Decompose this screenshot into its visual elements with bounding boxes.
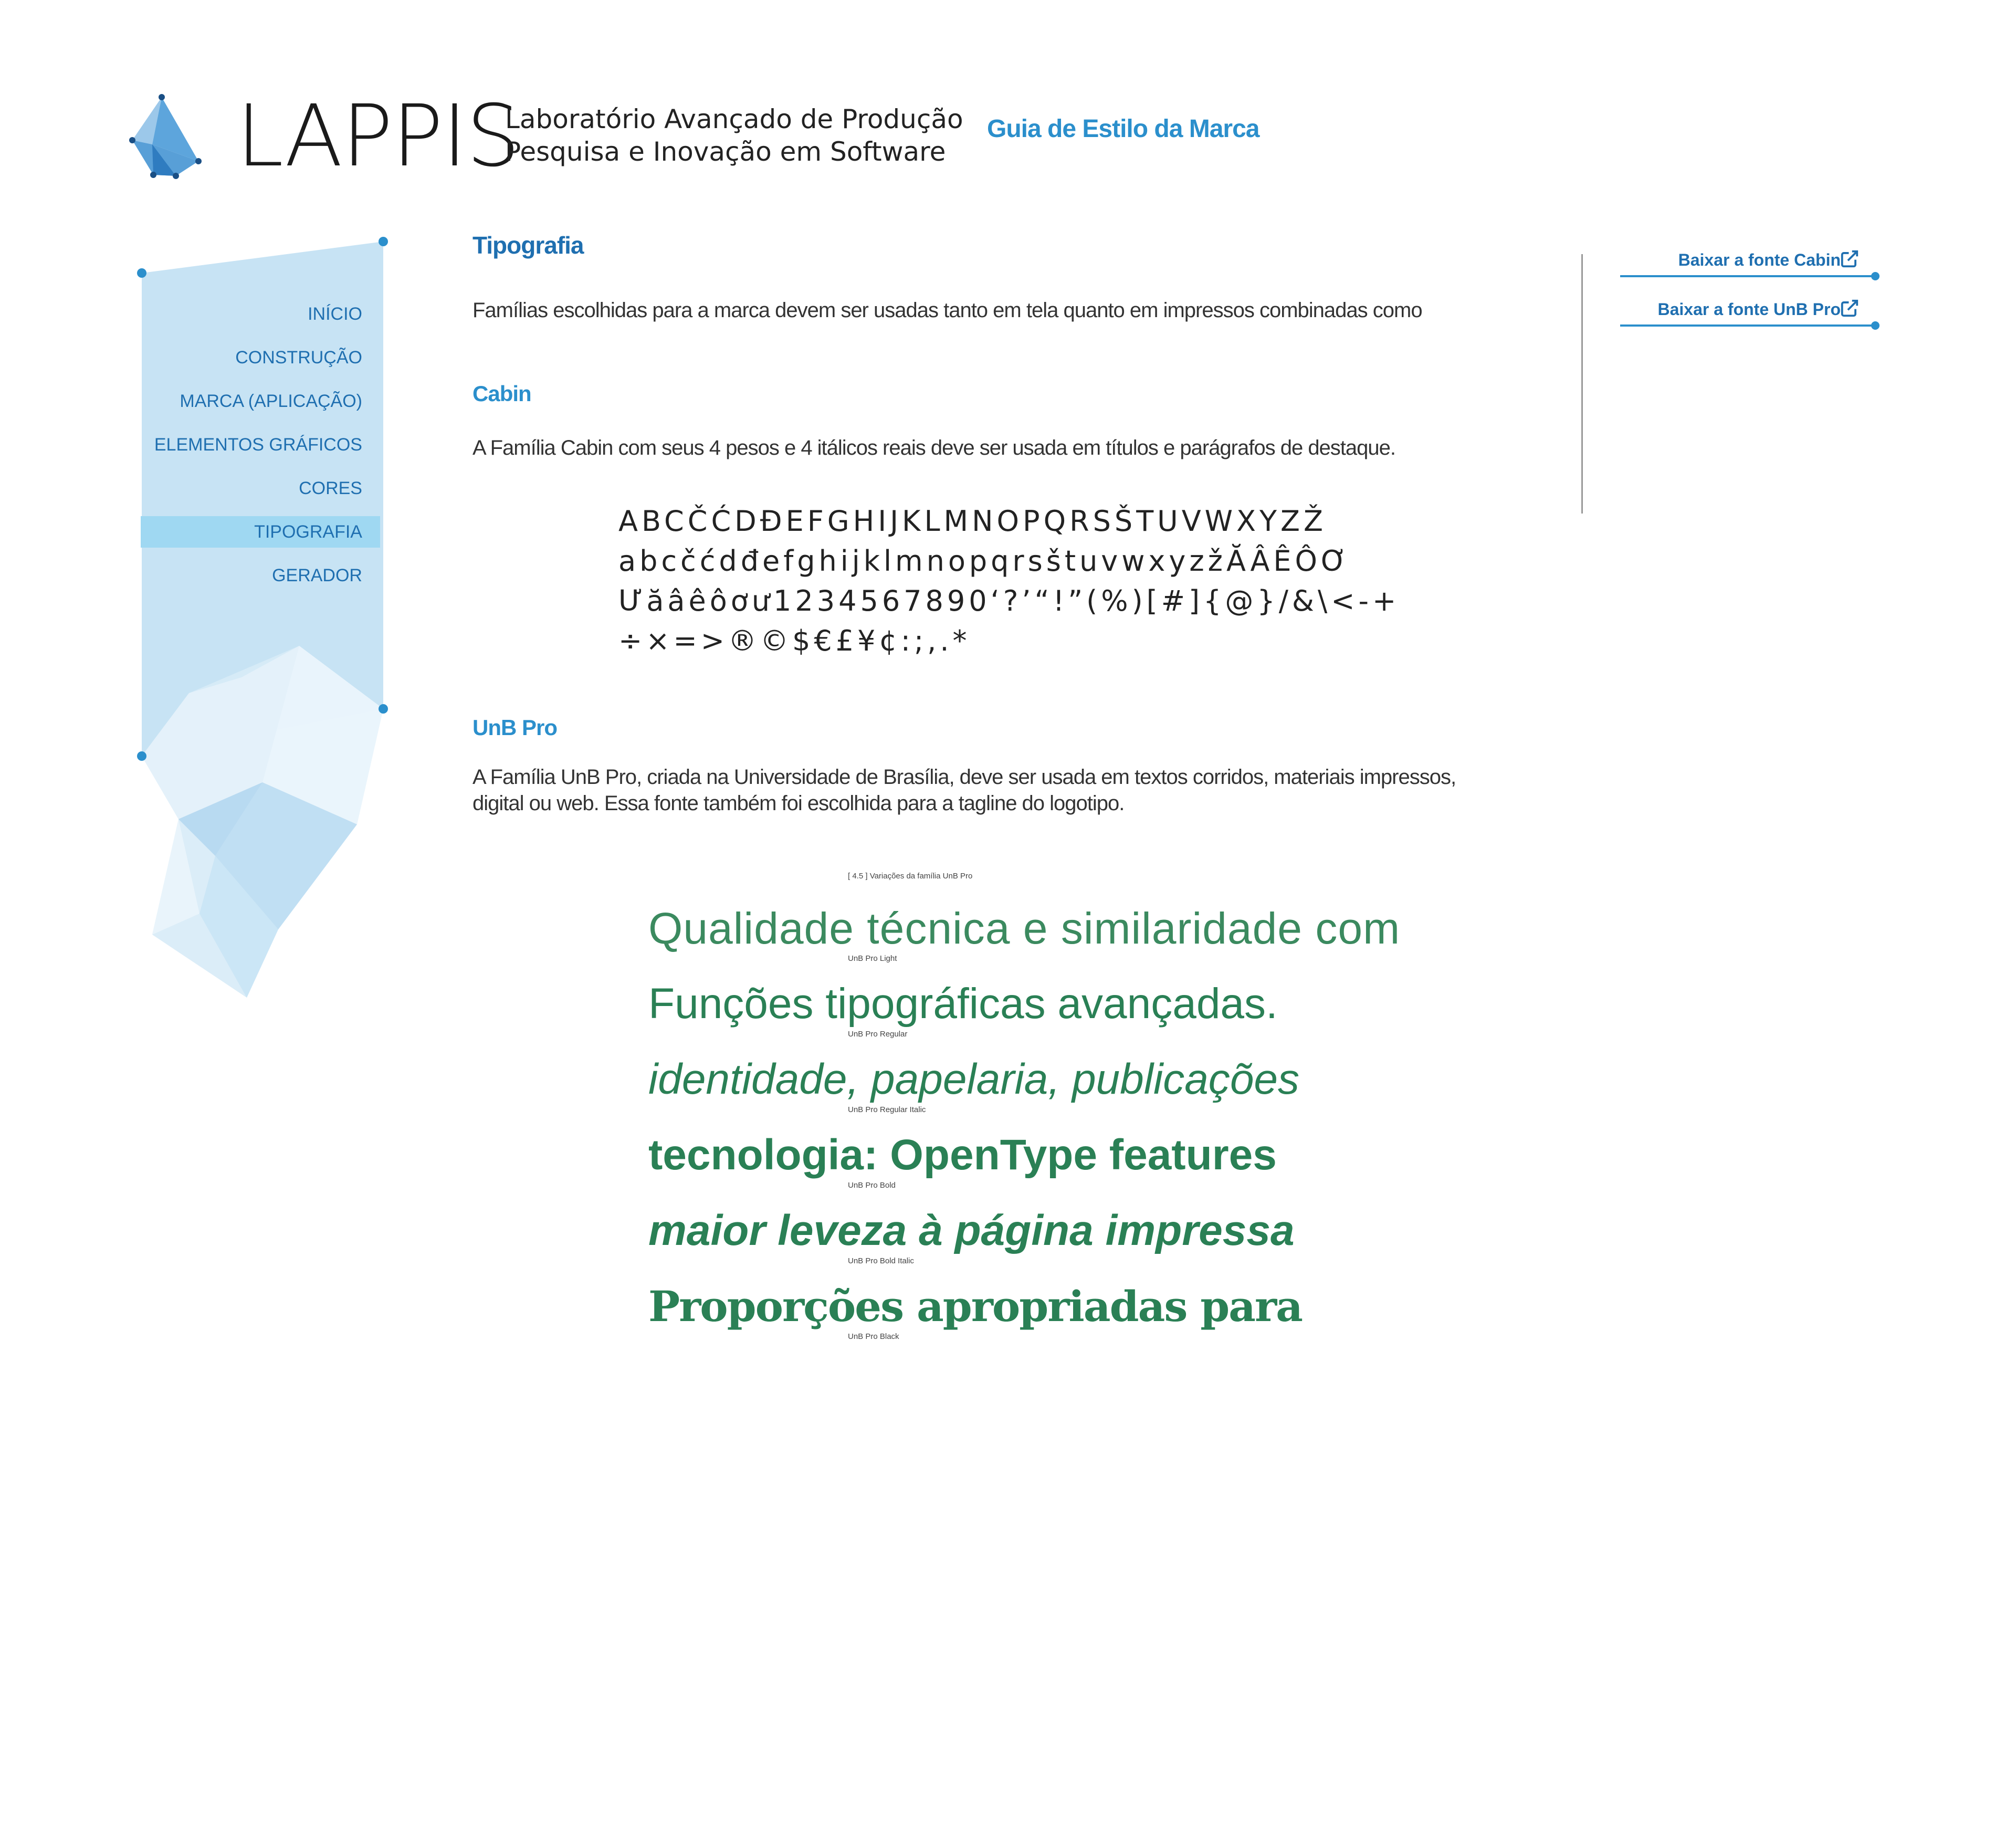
unb-description-line-2: digital ou web. Essa fonte também foi escolhida para a tagline do logotipo. xyxy=(472,792,1125,815)
page-title: Tipografia xyxy=(472,232,584,259)
specimen-label: UnB Pro Black xyxy=(848,1332,899,1341)
specimen-label: UnB Pro Bold Italic xyxy=(848,1256,914,1265)
figure-caption: [ 4.5 ] Variações da família UnB Pro xyxy=(848,872,973,881)
unb-description-line-1: A Família UnB Pro, criada na Universidade de Brasília, deve ser usada em textos corridos, materiais impressos, xyxy=(472,766,1456,789)
logo-tagline xyxy=(505,103,963,168)
logo-wordmark: LAPPIS xyxy=(236,87,519,186)
specimen-bold: tecnologia: OpenType features xyxy=(648,1131,1277,1179)
download-cabin-link[interactable] xyxy=(1620,247,1877,273)
specimen-bold-italic: maior leveza à página impressa xyxy=(648,1207,1295,1254)
sidebar-item-elementos-graficos[interactable]: ELEMENTOS GRÁFICOS xyxy=(154,435,362,455)
specimen-label: UnB Pro Regular xyxy=(848,1030,908,1039)
specimen-label: UnB Pro Bold xyxy=(848,1181,896,1190)
download-underline xyxy=(1620,324,1875,327)
specimen-regular-italic: identidade, papelaria, publicações xyxy=(648,1055,1300,1103)
lappis-logo-icon xyxy=(126,92,210,181)
external-link-icon xyxy=(1840,249,1860,269)
cabin-glyph-specimen xyxy=(618,501,1400,661)
glyph-line: ÷×=>®©$€£¥¢:;,.* xyxy=(618,624,971,657)
unb-description xyxy=(472,764,1496,816)
intro-paragraph: Famílias escolhidas para a marca devem ser usadas tanto em tela quanto em impressos combinadas como xyxy=(472,299,1422,322)
cabin-description: A Família Cabin com seus 4 pesos e 4 itálicos reais deve ser usada em títulos e parágrafos de destaque. xyxy=(472,436,1396,459)
download-cabin-label: Baixar a fonte Cabin xyxy=(1678,250,1841,269)
sidebar-item-construcao[interactable]: CONSTRUÇÃO xyxy=(235,348,362,368)
sidebar-item-inicio[interactable]: INÍCIO xyxy=(308,304,362,324)
specimen-light: Qualidade técnica e similaridade com xyxy=(648,904,1401,953)
unb-heading: UnB Pro xyxy=(472,715,557,740)
specimen-regular: Funções tipográficas avançadas. xyxy=(648,980,1278,1028)
download-unb-pro-label: Baixar a fonte UnB Pro xyxy=(1657,300,1841,319)
sidebar-item-cores[interactable]: CORES xyxy=(299,478,362,498)
cabin-heading: Cabin xyxy=(472,381,531,406)
sidebar-item-tipografia[interactable]: TIPOGRAFIA xyxy=(141,516,380,548)
specimen-label: UnB Pro Regular Italic xyxy=(848,1105,926,1114)
vertical-divider xyxy=(1581,254,1583,514)
specimen-label: UnB Pro Light xyxy=(848,954,897,963)
specimen-black: Proporções apropriadas para xyxy=(648,1282,1302,1331)
sidebar-item-gerador[interactable]: GERADOR xyxy=(272,565,362,585)
download-underline xyxy=(1620,275,1875,277)
external-link-icon xyxy=(1840,298,1860,318)
guide-title: Guia de Estilo da Marca xyxy=(987,115,1259,143)
download-dot xyxy=(1871,272,1880,280)
download-dot xyxy=(1871,321,1880,330)
glyph-line: abcčćdđefghijklmnopqrsštuvwxyzžĂÂÊÔƠ xyxy=(618,544,1351,578)
download-unb-pro-link[interactable] xyxy=(1620,296,1877,322)
sidebar-nav xyxy=(141,298,380,603)
sidebar-item-marca-aplicacao[interactable]: MARCA (APLICAÇÃO) xyxy=(180,391,362,411)
glyph-line: Ưăâêôơư1234567890‘?’“!”(%)[#]{@}/&\<-+ xyxy=(618,584,1400,617)
glyph-line: ABCČĆDĐEFGHIJKLMNOPQRSŠTUVWXYZŽ xyxy=(618,505,1327,538)
tagline-line-1: Laboratório Avançado de Produção xyxy=(505,104,963,134)
tagline-line-2: Pesquisa e Inovação em Software xyxy=(505,137,946,167)
